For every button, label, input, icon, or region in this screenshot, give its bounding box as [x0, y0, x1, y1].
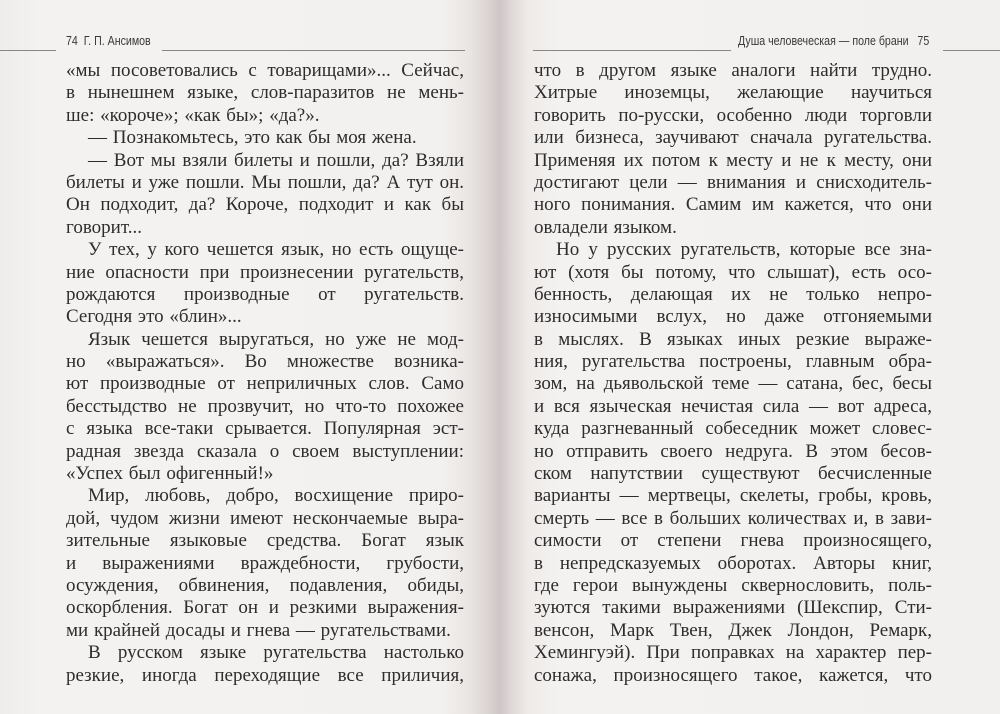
text-line: радная звезда сказала о своем выступлении: — [66, 440, 464, 462]
text-line: Хитрые иноземцы, желающие научиться — [534, 82, 932, 104]
right-running-head: Душа человеческая — поле брани — [738, 34, 909, 48]
left-page-text — [66, 60, 464, 687]
left-running-head: Г. П. Ансимов — [83, 34, 151, 48]
text-line: говорит... — [66, 216, 142, 238]
text-line: куда разгневанный собеседник может словес- — [534, 418, 932, 440]
text-line: смерть — все в больших количествах и, в зави- — [534, 507, 932, 529]
text-line: ют (хотя бы потому, что слышат), есть осо- — [534, 261, 932, 283]
text-line: — Вот мы взяли билеты и пошли, да? Взяли — [88, 149, 464, 171]
text-line: билеты и уже пошли. Мы пошли, да? А тут он. — [66, 171, 464, 193]
text-line: сонажа, произносящего такое, кажется, что — [534, 664, 932, 686]
text-line: венсон, Марк Твен, Джек Лондон, Ремарк, — [534, 619, 932, 641]
text-line: Применяя их потом к месту и не к месту, они — [534, 149, 932, 171]
text-line: «Успех был офигенный!» — [66, 463, 274, 485]
text-line: Сегодня это «блин»... — [66, 306, 242, 328]
text-line: ния, ругательства построены, главным обра- — [534, 351, 932, 373]
left-running-header — [66, 34, 151, 48]
text-line: бенность, делающая их не только непро- — [534, 283, 932, 305]
text-line: «мы посоветовались с товарищами»... Сейчас, — [66, 60, 464, 81]
right-page-text — [534, 60, 932, 687]
text-line: с языка все-таки срывается. Популярная эст- — [66, 418, 464, 440]
header-rule — [0, 50, 56, 51]
text-line: в нынешнем языке, слов-паразитов не мень- — [66, 82, 464, 104]
text-line: где герои вынуждены сквернословить, поль- — [534, 574, 932, 596]
text-line: в мыслях. В языках иных резкие выраже- — [534, 328, 932, 350]
text-line: У тех, у кого чешется язык, но есть ощуще- — [88, 239, 464, 261]
text-line: ние опасности при произнесении ругательств, — [66, 261, 464, 283]
text-line: варианты — мертвецы, скелеты, гробы, кровь, — [534, 485, 932, 507]
text-line: износимыми вслух, но даже отгоняемыми — [534, 306, 932, 328]
text-line: но «выражаться». Во множестве возника- — [66, 351, 464, 373]
left-page-number: 74 — [66, 34, 78, 48]
header-rule — [943, 50, 1000, 51]
header-rule — [162, 50, 465, 51]
text-line: зительные языковые средства. Богат язык — [66, 530, 464, 552]
text-line: оскорбления. Богат он и резкими выражения- — [66, 597, 464, 619]
text-line: ного понимания. Самим им кажется, что они — [534, 194, 932, 216]
text-line: в непредсказуемых оборотах. Авторы книг, — [534, 552, 932, 574]
text-line: что в другом языке аналоги найти трудно. — [534, 60, 932, 81]
text-line: говорить по-русски, особенно люди торговли — [534, 104, 932, 126]
text-line: зуются такими выражениями (Шекспир, Сти- — [534, 597, 932, 619]
text-line: но отправить своего недруга. В этом бесов- — [534, 440, 932, 462]
text-line: симости от степени гнева произносящего, — [534, 530, 932, 552]
text-line: Но у русских ругательств, которые все зна- — [556, 239, 932, 261]
text-line: дой, чудом жизни имеют нескончаемые выра- — [66, 507, 464, 529]
text-line: рождаются производные от ругательств. — [66, 283, 464, 305]
text-line: достигают цели — внимания и снисходитель- — [534, 171, 932, 193]
text-line: ском напутствии существуют бесчисленные — [534, 463, 932, 485]
text-line: резкие, иногда переходящие все приличия, — [66, 664, 464, 686]
right-page-number: 75 — [917, 34, 930, 48]
text-line: Мир, любовь, добро, восхищение приро- — [88, 485, 464, 507]
right-running-header — [738, 34, 929, 48]
text-line: ше: «короче»; «как бы»; «да?». — [66, 104, 320, 126]
header-rule — [533, 50, 731, 51]
text-line: или бизнеса, заучивают сначала ругательства. — [534, 127, 932, 149]
text-line: Хемингуэй). При поправках на характер пер- — [534, 642, 932, 664]
text-line: В русском языке ругательства настолько — [88, 642, 464, 664]
text-line: Язык чешется выругаться, но уже не мод- — [88, 328, 464, 350]
text-line: ми крайней досады и гнева — ругательствами. — [66, 619, 451, 641]
text-line: бесстыдство не прозвучит, но что-то похожее — [66, 395, 464, 417]
text-line: — Познакомьтесь, это как бы моя жена. — [88, 127, 417, 149]
text-line: зом, на дьявольской теме — сатана, бес, бесы — [534, 373, 932, 395]
text-line: овладели языком. — [534, 216, 677, 238]
text-line: и выражениями враждебности, грубости, — [66, 552, 464, 574]
text-line: осуждения, обвинения, подавления, обиды, — [66, 574, 464, 596]
text-line: и вся языческая нечистая сила — вот адреса, — [534, 395, 932, 417]
text-line: ют производные от неприличных слов. Само — [66, 373, 464, 395]
text-line: Он подходит, да? Короче, подходит и как бы — [66, 194, 464, 216]
